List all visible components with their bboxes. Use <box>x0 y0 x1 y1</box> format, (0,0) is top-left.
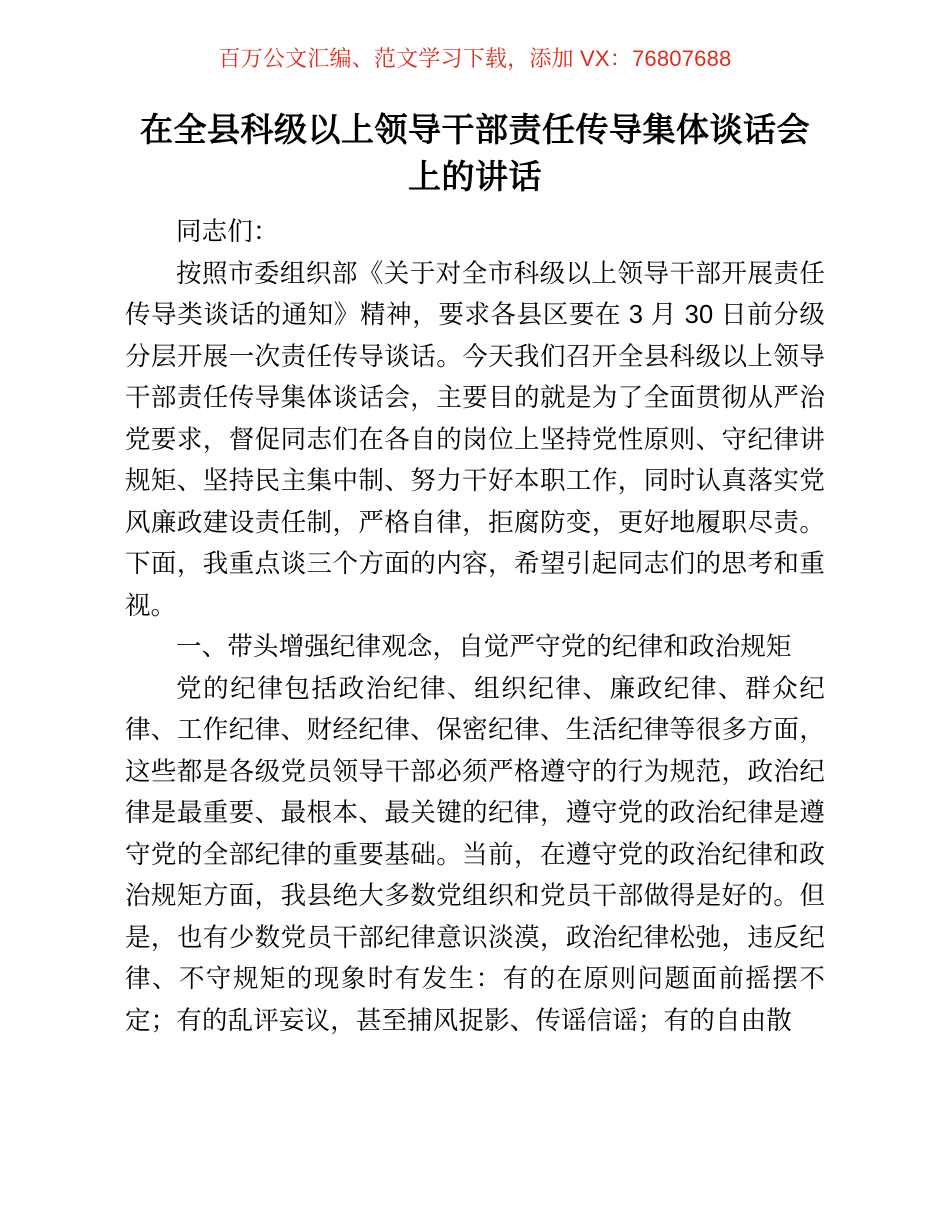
opening-paragraph: 按照市委组织部《关于对全市科级以上领导干部开展责任传导类谈话的通知》精神，要求各县区要在 3 月 30 日前分级分层开展一次责任传导谈话。今天我们召开全县科级以上领导干部责任传导集体谈话会，主要目的就是为了全面贯彻从严治党要求，督促同志们在各自的岗位上坚持党性原则、守纪律讲规矩、坚持民主集中制、努力干好本职工作，同时认真落实党风廉政建设责任制，严格自律，拒腐防变，更好地履职尽责。下面，我重点谈三个方面的内容，希望引起同志们的思考和重视。 <box>125 259 825 620</box>
document-body <box>125 106 825 1042</box>
section-one-body-paragraph: 党的纪律包括政治纪律、组织纪律、廉政纪律、群众纪律、工作纪律、财经纪律、保密纪律、生活纪律等很多方面，这些都是各级党员领导干部必须严格遵守的行为规范，政治纪律是最重要、最根本、最关键的纪律，遵守党的政治纪律是遵守党的全部纪律的重要基础。当前，在遵守党的政治纪律和政治规矩方面，我县绝大多数党组织和党员干部做得是好的。但是，也有少数党员干部纪律意识淡漠，政治纪律松弛，违反纪律、不守规矩的现象时有发生：有的在原则问题面前摇摆不定；有的乱评妄议，甚至捕风捉影、传谣信谣；有的自由散 <box>125 674 825 1035</box>
promo-banner <box>0 44 950 74</box>
section-heading-one: 一、带头增强纪律观念，自觉严守党的纪律和政治规矩 <box>176 633 792 661</box>
page-bottom-clip <box>0 1118 950 1230</box>
document-title: 在全县科级以上领导干部责任传导集体谈话会上的讲话 <box>140 111 810 195</box>
promo-banner-text: 百万公文汇编、范文学习下载，添加 VX：76807688 <box>218 46 732 71</box>
salutation-paragraph: 同志们： <box>176 218 279 246</box>
